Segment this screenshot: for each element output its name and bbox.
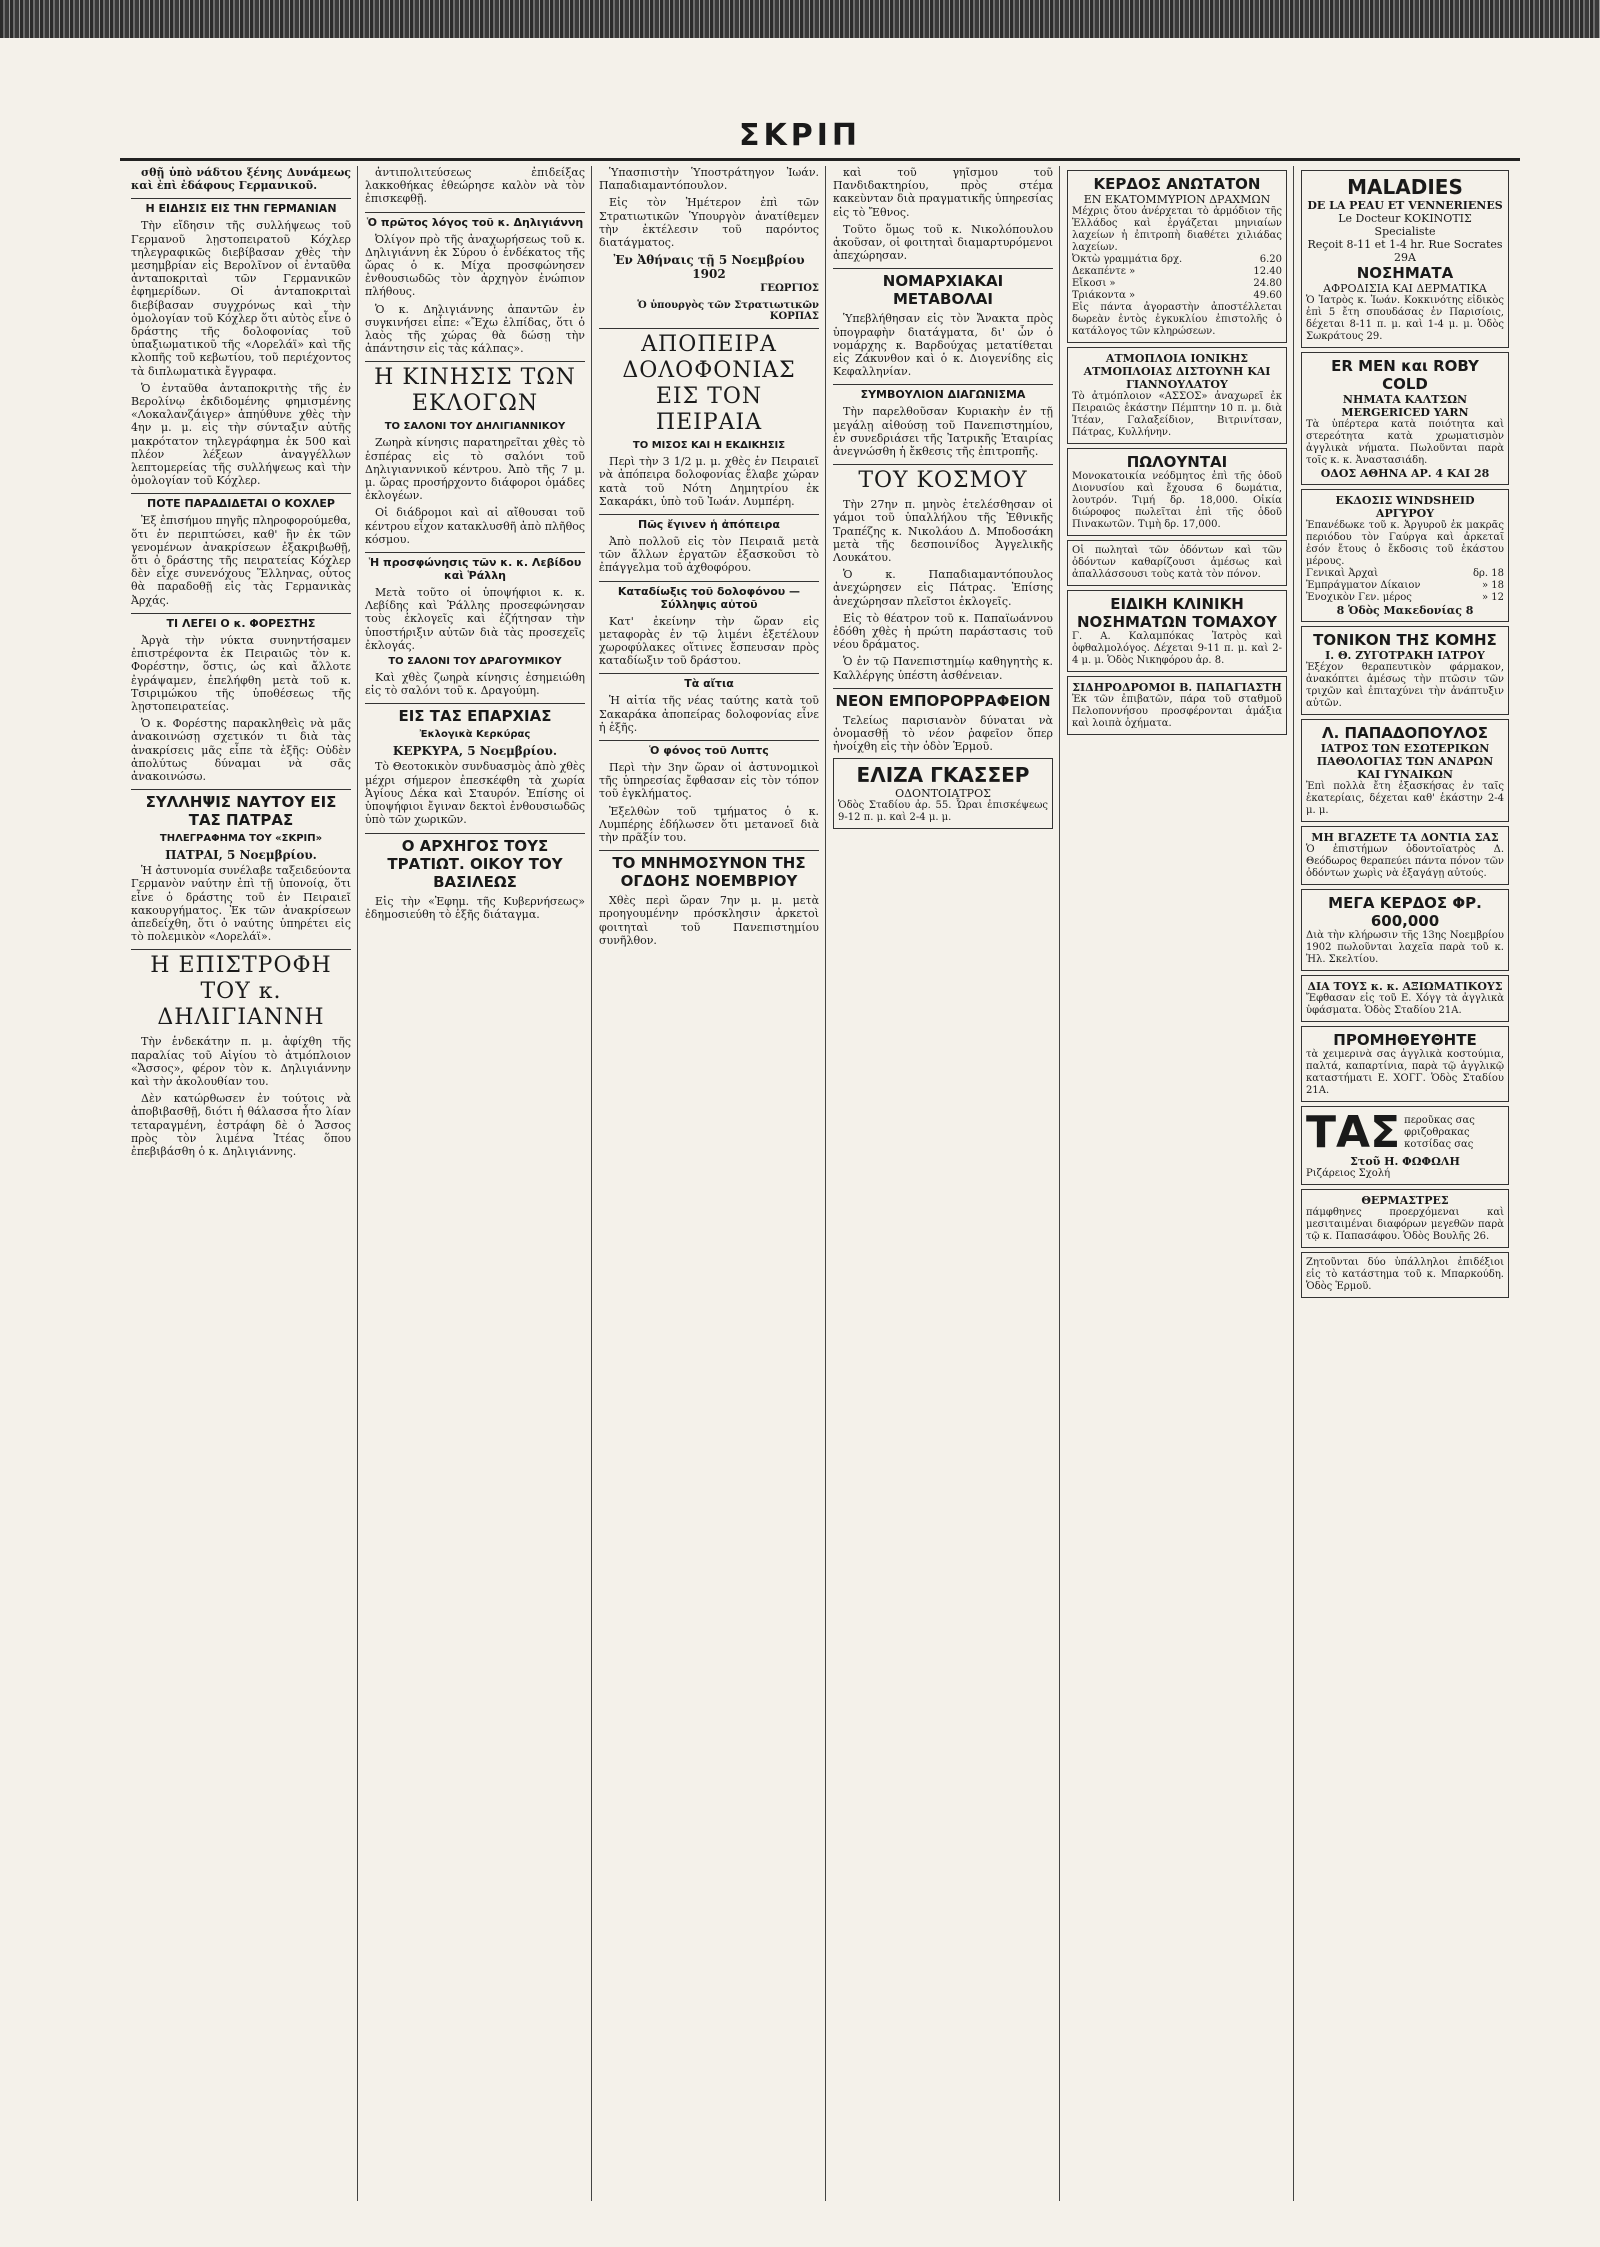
article-text: σθῇ ὑπὸ νάδτου ξένης Δυνάμεως καὶ ἐπὶ ἐδάφους Γερμανικοῦ. xyxy=(131,166,351,193)
price-label: Τριάκοντα » xyxy=(1072,290,1136,301)
article-heading: ΑΠΟΠΕΙΡΑ ΔΟΛΟΦΟΝΙΑΣ ΕΙΣ ΤΟΝ ΠΕΙΡΑΙΑ xyxy=(599,328,819,436)
article-heading: ΕΙΣ ΤΑΣ ΕΠΑΡΧΙΑΣ xyxy=(365,703,585,725)
price-value: δρ. 18 xyxy=(1473,568,1504,579)
article-heading: Η ΕΙΔΗΣΙΣ ΕΙΣ ΤΗΝ ΓΕΡΜΑΝΙΑΝ xyxy=(131,198,351,215)
article-heading: ΝΕΟΝ ΕΜΠΟΡΟΡΡΑΦΕΙΟΝ xyxy=(833,688,1053,710)
ad-text: Διὰ τὴν κλήρωσιν τῆς 13ης Νοεμβρίου 1902 πωλοῦνται λαχεῖα παρὰ τοῦ κ. Ἠλ. Σκελτίου. xyxy=(1306,930,1504,965)
price-value: 24.80 xyxy=(1253,278,1282,289)
ad-text: Ἐπὶ πολλὰ ἔτη ἐξασκήσας ἐν ταῖς ἐκατερίαις, δέχεται καθ' ἑκάστην 2-4 μ. μ. xyxy=(1306,781,1504,816)
ad-text: Ζητοῦνται δύο ὑπάλληλοι ἐπιδέξιοι εἰς τὸ κατάστημα τοῦ κ. Μπαρκούδη. Ὁδὸς Ἑρμοῦ. xyxy=(1306,1257,1504,1292)
column-4 xyxy=(827,166,1059,2201)
advertisement xyxy=(1301,719,1509,822)
article-subheading: ΤΟ ΣΑΛΟΝΙ ΤΟΥ ΔΗΛΙΓΙΑΝΝΙΚΟΥ xyxy=(384,421,566,433)
ad-title: ΜΕΓΑ ΚΕΡΔΟΣ ΦΡ. 600,000 xyxy=(1328,894,1482,930)
ad-title: ΣΙΔΗΡΟΔΡΟΜΟΙ Β. ΠΑΠΑΓΙΑΣΤΗ xyxy=(1072,681,1282,694)
ad-title: MALADIES xyxy=(1347,175,1463,199)
ad-text: Le Docteur ΚΟΚΙΝΟΤΙΣ Specialiste xyxy=(1338,212,1472,238)
price-label: Ἐνοχικὸν Γεν. μέρος xyxy=(1306,592,1412,603)
article-text: Δὲν κατώρθωσεν ἐν τούτοις νὰ ἀποβιβασθῇ, διότι ἡ θάλασσα ἦτο λίαν τεταραγμένη, ἐστράφη δὲ ὁ Ἄσσος πρὸς τὸν λιμένα Ἰτέας ὅπου ἐπεβιβάσθη ὁ κ. Δηλιγιάννης. xyxy=(131,1092,351,1158)
scan-border xyxy=(0,0,1600,38)
price-row xyxy=(1072,266,1282,278)
column-rule xyxy=(825,166,826,2201)
advertisement xyxy=(1301,170,1509,348)
article-text: Τὴν 27ην π. μηνὸς ἐτελέσθησαν οἱ γάμοι τοῦ ὑπαλλήλου τῆς Ἐθνικῆς Τραπέζης κ. Νικολάου Δ. Μποδοσάκη μετὰ τῆς δεσποινίδος Ἀγγελικῆς Λουκάτου. xyxy=(833,498,1053,565)
ad-address: 8 Ὁδὸς Μακεδονίας 8 xyxy=(1336,604,1474,617)
ad-text: Εἰς πάντα ἀγοραστὴν ἀποστέλλεται δωρεὰν ἐντὸς ἐγκυκλίου ἐπιστολῆς ὁ κατάλογος τῶν κληρώσεων. xyxy=(1072,302,1282,337)
ad-title: ΠΩΛΟΥΝΤΑΙ xyxy=(1126,453,1228,471)
article-subheading: ΤΟ ΣΑΛΟΝΙ ΤΟΥ ΔΡΑΓΟΥΜΙΚΟΥ xyxy=(388,656,562,668)
article-subheading: Ἐκλογικὰ Κερκύρας xyxy=(419,729,531,741)
article-text: Εἰς τὸν Ἡμέτερον ἐπὶ τῶν Στρατιωτικῶν Ὑπουργὸν ἀνατίθεμεν τὴν ἐκτέλεσιν τοῦ παρόντος διατάγματος. xyxy=(599,196,819,250)
column-rule xyxy=(591,166,592,2201)
ad-subtitle: ΝΗΜΑΤΑ ΚΑΛΤΣΩΝ MERGERICED YARN xyxy=(1341,393,1469,419)
article-text: Εἰς τὴν «Ἐφημ. τῆς Κυβερνήσεως» ἐδημοσιεύθη τὸ ἑξῆς διάταγμα. xyxy=(365,894,585,921)
signature: Ὁ ὑπουργὸς τῶν Στρατιωτικῶν ΚΟΡΠΑΣ xyxy=(637,300,819,323)
article-subheading: ΤΟ ΜΙΣΟΣ ΚΑΙ Η ΕΚΔΙΚΗΣΙΣ xyxy=(632,440,786,452)
article-text: Κατ' ἐκείνην τὴν ὥραν εἰς μεταφορὰς ἐν τῷ λιμένι ἐξετέλουν χωροφύλακες οἵτινες ἔσπευσαν πρὸς καταδίωξιν τοῦ δράστου. xyxy=(599,614,819,668)
masthead-rule xyxy=(120,158,1520,161)
ad-text: Τὰ ὑπέρτερα κατὰ ποιότητα καὶ στερεότητα κατὰ χρωματισμὸν ἀγγλικὰ νήματα. Πωλοῦνται παρὰ τοῖς κ. κ. Ἀναστασιάδη. xyxy=(1306,419,1504,466)
article-heading: ΝΟΜΑΡΧΙΑΚΑΙ ΜΕΤΑΒΟΛΑΙ xyxy=(833,268,1053,308)
ad-text: Ἐξέχον θεραπευτικὸν φάρμακον, ἀνακόπτει ἀμέσως τὴν πτῶσιν τῶν τριχῶν καὶ ἐπιταχύνει τὴν ἀνάπτυξιν αὐτῶν. xyxy=(1306,662,1504,709)
price-label: Ἐμπράγματον Δίκαιον xyxy=(1306,580,1421,591)
article-text: καὶ τοῦ γηῖσμου τοῦ Πανδιδακτηρίου, πρὸς στέμα κακεὺνταν διὰ πραγματικῆς ὑπηρεσίας εἰς τὸ Ἔθνος. xyxy=(833,166,1053,219)
ad-text: Τὸ ἀτμόπλοιον «ΑΣΣΟΣ» ἀναχωρεῖ ἐκ Πειραιῶς ἑκάστην Πέμπτην 10 π. μ. διὰ Ἰτέαν, Γαλαξείδιον, Βιτρινίτσαν, Πάτρας, Κυλλήνην. xyxy=(1072,391,1282,438)
advertisement xyxy=(1301,1252,1509,1298)
advertisement xyxy=(1301,1026,1509,1102)
advertisement xyxy=(1301,1189,1509,1248)
ad-title: ΤΟΝΙΚΟΝ ΤΗΣ ΚΟΜΗΣ xyxy=(1313,631,1497,649)
price-row xyxy=(1072,278,1282,290)
article-heading: Ἡ προσφώνησις τῶν κ. κ. Λεβίδου καὶ Ῥάλλη xyxy=(365,552,585,582)
article-text: ἀντιπολιτεύσεως ἐπιδείξας λακκοθήκας ἐθεώρησε καλὸν νὰ τὸν ἐπισκεφθῇ. xyxy=(365,166,585,206)
advertisement xyxy=(1067,170,1287,343)
ad-title: ΘΕΡΜΑΣΤΡΕΣ xyxy=(1361,1194,1449,1207)
ad-address: ΟΔΟΣ ΑΘΗΝΑ ΑΡ. 4 ΚΑΙ 28 xyxy=(1320,467,1490,480)
ad-text: Ἐπανέδωκε τοῦ κ. Ἀργυροῦ ἐκ μακρᾶς περιόδου τὸν Γαύργα καὶ ἀρκεταῖ ἐσόν ἔτους ὁ ἔκδοσις τοῦ ἑκάστου μέρους. xyxy=(1306,520,1504,567)
advertisement xyxy=(1301,352,1509,485)
article-text: Μετὰ τοῦτο οἱ ὑποψήφιοι κ. κ. Λεβίδης καὶ Ῥάλλης προσεφώνησαν τοὺς ἐκλογεῖς καὶ ἐζήτησαν τὴν ὑποστήριξιν αὐτῶν διὰ τὰς προσεχεῖς ἐκλογάς. xyxy=(365,586,585,652)
price-label: Γενικαὶ Ἀρχαὶ xyxy=(1306,568,1379,579)
article-text: Ὁ ἐν τῷ Πανεπιστημίῳ καθηγητὴς κ. Καλλέργης ὑπέστη ἀσθένειαν. xyxy=(833,655,1053,682)
price-row xyxy=(1306,592,1504,604)
masthead: ΣΚΡΙΠ xyxy=(739,118,861,153)
ad-title: ΑΤΜΟΠΛΟΙΑ ΙΟΝΙΚΗΣ ΑΤΜΟΠΛΟΙΑΣ ΔΙΣΤΟΥΝΗ ΚΑΙ ΓΙΑΝΝΟΥΛΑΤΟΥ xyxy=(1083,352,1271,391)
ad-title: ΜΗ ΒΓΑΖΕΤΕ ΤΑ ΔΟΝΤΙΑ ΣΑΣ xyxy=(1311,831,1499,844)
article-subheading: ΤΗΛΕΓΡΑΦΗΜΑ ΤΟΥ «ΣΚΡΙΠ» xyxy=(159,833,323,845)
advertisement xyxy=(1301,826,1509,885)
ad-title: ΕΚΔΟΣΙΣ WINDSHEID ΑΡΓΥΡΟΥ xyxy=(1335,494,1475,520)
article-text: Εἰς τὸ θέατρον τοῦ κ. Παπαϊωάννου ἐδόθη χθὲς ἡ πρώτη παράστασις τοῦ νέου δράματος. xyxy=(833,611,1053,652)
newspaper-page xyxy=(125,166,1515,2201)
column-6 xyxy=(1295,166,1515,2201)
advertisement xyxy=(1067,590,1287,672)
advertisement xyxy=(1067,540,1287,586)
ad-text: Μέχρις ὅτου ἀνέρχεται τὸ ἀρμόδιον τῆς Ἑλλάδος καὶ ἐργάζεται μηνιαίων λαχείων ἡ ἐπιτροπὴ διαθέτει χιλιάδας λαχείων. xyxy=(1072,206,1282,253)
ad-text: Γ. Α. Καλαμπόκας Ἰατρὸς καὶ ὀφθαλμολόγος. Δέχεται 9-11 π. μ. καὶ 2-4 μ. μ. Ὁδὸς Νικηφόρου ἀρ. 8. xyxy=(1072,631,1282,666)
article-text: Τελείως παρισιανὸν δύναται νὰ ὀνομασθῇ τὸ νέον ῥαφεῖον ὅπερ ἠνοίχθη εἰς τὴν ὁδὸν Ἑρμοῦ. xyxy=(833,713,1053,754)
ad-subtitle: ΑΦΡΟΔΙΣΙΑ ΚΑΙ ΔΕΡΜΑΤΙΚΑ xyxy=(1323,282,1487,295)
dateline: Ἐν Ἀθήναις τῇ 5 Νοεμβρίου 1902 xyxy=(613,253,805,282)
article-text: Ἀργὰ τὴν νύκτα συνηντήσαμεν ἐπιστρέφοντα ἐκ Πειραιῶς τὸν κ. Φορέστην, ὅστις, ὡς καὶ ἄλλοτε ἐγράψαμεν, ἐπελήφθη μετὰ τοῦ κ. Τσιριμώκου τῆς ὑποθέσεως τῆς λῃστοπειρατείας. xyxy=(131,633,351,713)
article-text: Τὴν εἴδησιν τῆς συλλήψεως τοῦ Γερμανοῦ λῃστοπειρατοῦ Κόχλερ τηλεγραφικῶς διεβίβασαν χθὲς τὴν μεσημβρίαν εἰς Βερολῖνον οἱ ἐνταῦθα ἀνταποκριταὶ τῶν Γερμανικῶν ἐφημερίδων. Οἱ ἀνταποκριταὶ διεβίβασαν συγχρόνως καὶ τὴν ὁμολογίαν τοῦ Κόχλερ ὅτι αὐτὸς εἶνε ὁ δράστης τῆς δολοφονίας τοῦ ὑπαξιωματικοῦ τῆς «Λορελάϊ» καὶ τῆς κλοπῆς τοῦ κεβωτίου, τοῦ περιέχοντος τὰ διπλωματικὰ ἔγγραφα. xyxy=(131,219,351,378)
price-value: 12.40 xyxy=(1253,266,1282,277)
ad-text: Ὁ ἐπιστήμων ὀδοντοϊατρὸς Δ. Θεόδωρος θεραπεύει πάντα πόνον τῶν ὀδόντων χωρὶς νὰ ἐξαγάγῃ αὐτούς. xyxy=(1306,844,1504,879)
article-heading: ΤΟΥ ΚΟΣΜΟΥ xyxy=(833,464,1053,494)
price-row xyxy=(1072,290,1282,302)
dateline: ΠΑΤΡΑΙ, 5 Νοεμβρίου. xyxy=(165,848,317,863)
article-heading: Η ΕΠΙΣΤΡΟΦΗ ΤΟΥ κ. ΔΗΛΙΓΙΑΝΝΗ xyxy=(131,949,351,1031)
advertisement xyxy=(1301,1106,1509,1185)
ad-text: Ἐκ τῶν ἐπιβατῶν, πάρα τοῦ σταθμοῦ Πελοποννήσου προσφέρονται ἁμάξια καὶ λοιπὰ ὀχήματα. xyxy=(1072,694,1282,729)
article-heading: ΤΙ ΛΕΓΕΙ Ο κ. ΦΟΡΕΣΤΗΣ xyxy=(131,613,351,630)
article-text: Ὁ κ. Φορέστης παρακληθεὶς νὰ μᾶς ἀνακοινώσῃ σχετικόν τι διὰ τὰς ἀνακρίσεις μᾶς εἶπε τὰ ἑξῆς: Οὐδὲν ἀπολύτως δύναμαι νὰ σᾶς ἀνακοινώσω. xyxy=(131,717,351,783)
article-text: Ὁ κ. Δηλιγιάννης ἀπαντῶν ἐν συγκινήσει εἶπε: «Ἔχω ἐλπίδας, ὅτι ὁ λαὸς τῆς χώρας θὰ δώσῃ τὴν ἀπάντησιν εἰς τὰς κάλπας». xyxy=(365,302,585,356)
ad-title: ΔΙΑ ΤΟΥΣ κ. κ. ΑΞΙΩΜΑΤΙΚΟΥΣ xyxy=(1307,980,1503,993)
ad-side-item: περοῦκας σας xyxy=(1404,1115,1475,1126)
article-text: Τὸ Θεοτοκικὸν συνδυασμὸς ἀπὸ χθὲς μέχρι σήμερον ἐπεσκέφθη τὰ χωρία Ἁγίους Δέκα καὶ Σταυρόν. Ἐπίσης οἱ ὑποψήφιοι ἔγιναν δεκτοὶ ἐνθουσιωδῶς ὑπὸ τῶν χωρικῶν. xyxy=(365,760,585,827)
price-value: 6.20 xyxy=(1259,254,1282,265)
ad-address: Reçoit 8-11 et 1-4 hr. Rue Socrates 29A xyxy=(1307,238,1503,264)
ad-subtitle: ΟΔΟΝΤΟΙΑΤΡΟΣ xyxy=(895,786,991,800)
ad-tas-block xyxy=(1306,1107,1504,1158)
article-text: Τὴν ἑνδεκάτην π. μ. ἀφίχθη τῆς παραλίας τοῦ Αἰγίου τὸ ἀτμόπλοιον «Ἄσσος», φέρον τὸν κ. Δηλιγιάννην καὶ τὴν ἀκολουθίαν του. xyxy=(131,1035,351,1088)
ad-side-item: φριζοθρακας xyxy=(1404,1127,1470,1138)
ad-title: ΕΙΔΙΚΗ ΚΛΙΝΙΚΗ ΝΟΣΗΜΑΤΩΝ ΤΟΜΑΧΟΥ xyxy=(1076,595,1278,631)
price-value: » 12 xyxy=(1481,592,1504,603)
article-heading: ΣΥΛΛΗΨΙΣ ΝΑΥΤΟΥ ΕΙΣ ΤΑΣ ΠΑΤΡΑΣ xyxy=(131,789,351,829)
article-heading: Καταδίωξις τοῦ δολοφόνου — Σύλληψις αὐτοῦ xyxy=(599,581,819,611)
ad-title: ER MEN και ROBY COLD xyxy=(1331,357,1479,393)
article-text: Τοῦτο ὅμως τοῦ κ. Νικολόπουλου ἀκοῦσαν, οἱ φοιτηταὶ διαμαρτυρόμενοι ἀπεχώρησαν. xyxy=(833,222,1053,263)
ad-subtitle: Στοῦ Η. ΦΩΦΩΛΗ xyxy=(1350,1155,1460,1168)
ad-title: Λ. ΠΑΠΑΔΟΠΟΥΛΟΣ xyxy=(1322,724,1488,742)
price-label: Εἴκοσι » xyxy=(1072,278,1116,289)
column-5 xyxy=(1061,166,1293,2201)
article-heading: Ὁ φόνος τοῦ Λυπτς xyxy=(599,740,819,757)
price-row xyxy=(1072,254,1282,266)
article-text: Ἀπὸ πολλοῦ εἰς τὸν Πειραιᾶ μετὰ τῶν ἄλλων ἐργατῶν ἐξασκοῦσι τὸ ἐπάγγελμα τοῦ ἀχθοφόρου. xyxy=(599,535,819,575)
advertisement xyxy=(1301,889,1509,971)
ad-text: Ὁ Ἰατρὸς κ. Ἰωάν. Κοκκινότης εἰδικὸς ἐπὶ 5 ἔτη σπουδάσας ἐν Παρισίοις, δέχεται 8-11 π. μ. καὶ 1-4 μ. μ. Ὁδὸς Σωκράτους 29. xyxy=(1306,295,1504,342)
article-heading: Τὰ αἴτια xyxy=(599,673,819,690)
price-label: Ὀκτὼ γραμμάτια δρχ. xyxy=(1072,254,1183,265)
ad-title: ΤΑΣ xyxy=(1306,1107,1401,1158)
column-rule xyxy=(1059,166,1060,2201)
article-text: Ὑπασπιστὴν Ὑποστράτηγον Ἰωάν. Παπαδιαμαντόπουλον. xyxy=(599,166,819,193)
advertisement xyxy=(1067,347,1287,444)
article-text: Ὀλίγον πρὸ τῆς ἀναχωρήσεως τοῦ κ. Δηλιγιάννη ἐκ Σύρου ὁ ἑνδέκατος τῆς ὥρας ὁ κ. Μίχα προσφώνησεν ἐνθουσιωδῶς τὸν ἀρχηγὸν ἐνώπιον πλήθους. xyxy=(365,232,585,299)
article-heading: ΠΟΤΕ ΠΑΡΑΔΙΔΕΤΑΙ Ο ΚΟΧΛΕΡ xyxy=(131,493,351,510)
article-heading: Πῶς ἔγινεν ἡ ἀπόπειρα xyxy=(599,514,819,531)
advertisement xyxy=(1067,448,1287,536)
column-rule xyxy=(1293,166,1294,2201)
article-text: Ἐξ ἐπισήμου πηγῆς πληροφορούμεθα, ὅτι ἐν περιπτώσει, καθ' ἣν ἐκ τῶν γενομένων ἀνακρίσεων ἐξακριβωθῇ, ὅτι ὁ δράστης τῆς πειρατείας Κόχλερ δὲν εἶχε συνενόχους Ἕλληνας, οὗτος θὰ παραδοθῇ εἰς τὰς Γερμανικὰς Ἀρχάς. xyxy=(131,514,351,607)
ad-subtitle: ΙΑΤΡΟΣ ΤΩΝ ΕΣΩΤΕΡΙΚΩΝ ΠΑΘΟΛΟΓΙΑΣ ΤΩΝ ΑΝΔΡΩΝ ΚΑΙ ΓΥΝΑΙΚΩΝ xyxy=(1316,742,1494,781)
column-3 xyxy=(593,166,825,2201)
column-1 xyxy=(125,166,357,2201)
price-label: Δεκαπέντε » xyxy=(1072,266,1136,277)
ad-address: Ριζάρειος Σχολή xyxy=(1306,1168,1391,1179)
article-heading: ΤΟ ΜΝΗΜΟΣΥΝΟΝ ΤΗΣ ΟΓΔΟΗΣ ΝΟΕΜΒΡΙΟΥ xyxy=(599,850,819,890)
advertisement xyxy=(1067,676,1287,735)
article-text: Οἱ διάδρομοι καὶ αἱ αἴθουσαι τοῦ κέντρου εἶχον κατακλυσθῆ ἀπὸ πλῆθος κόσμου. xyxy=(365,506,585,546)
ad-title: ΠΡΟΜΗΘΕΥΘΗΤΕ xyxy=(1333,1031,1477,1049)
article-text: Ἡ αἰτία τῆς νέας ταύτης κατὰ τοῦ Σακαράκα ἀποπείρας δολοφονίας εἶνε ἡ ἑξῆς. xyxy=(599,694,819,734)
article-text: Ὑπεβλήθησαν εἰς τὸν Ἄνακτα πρὸς ὑπογραφὴν διατάγματα, δι' ὧν ὁ νομάρχης κ. Βαρδούχας μετατίθεται εἰς Ζάκυνθον καὶ ὁ κ. Διογενίδης εἰς Κεφαλληνίαν. xyxy=(833,312,1053,379)
dateline: ΚΕΡΚΥΡΑ, 5 Νοεμβρίου. xyxy=(392,744,558,759)
article-text: Περὶ τὴν 3 1/2 μ. μ. χθὲς ἐν Πειραιεῖ νὰ ἀπόπειρα δολοφονίας ἔλαβε χώραν κατὰ τοῦ Νότη Δημητρίου ἐκ Σακαράκι, ὑπὸ τοῦ Ἰωάν. Λυμπέρη. xyxy=(599,455,819,508)
ad-title: ΚΕΡΔΟΣ ΑΝΩΤΑΤΟΝ xyxy=(1093,175,1261,193)
article-heading: Ο ΑΡΧΗΓΟΣ ΤΟΥΣ ΤΡΑΤΙΩΤ. ΟΙΚΟΥ ΤΟΥ ΒΑΣΙΛΕΩΣ xyxy=(365,833,585,891)
article-heading: ΣΥΜΒΟΥΛΙΟΝ ΔΙΑΓΩΝΙΣΜΑ xyxy=(833,384,1053,401)
ad-side-item: κοτσίδας σας xyxy=(1404,1139,1474,1150)
article-text: Ζωηρὰ κίνησις παρατηρεῖται χθὲς τὸ ἑσπέρας εἰς τὸ σαλόνι τοῦ Δηλιγιαννικοῦ κέντρου. Ἀπὸ τῆς 7 μ. μ. ὥρας προσήρχοντο διάφοροι ὁμάδες ἐκλογέων. xyxy=(365,436,585,503)
column-rule xyxy=(357,166,358,2201)
ad-subtitle: DE LA PEAU ET VENNERIENES xyxy=(1307,199,1503,212)
price-row xyxy=(1306,580,1504,592)
advertisement xyxy=(1301,975,1509,1022)
article-heading: Ὁ πρῶτος λόγος τοῦ κ. Δηλιγιάννη xyxy=(365,212,585,229)
article-text: Χθὲς περὶ ὥραν 7ην μ. μ. μετὰ προηγουμένην πρόσκλησιν ἀρκετοὶ φοιτηταὶ τοῦ Πανεπιστημίου συνῆλθον. xyxy=(599,894,819,947)
ad-text: Ὁδὸς Σταδίου ἀρ. 55. Ὧραι ἐπισκέψεως 9-12 π. μ. καὶ 2-4 μ. μ. xyxy=(838,799,1048,823)
article-text: Ἐξελθὼν τοῦ τμήματος ὁ κ. Λυμπέρης ἐδήλωσεν ὅτι μετανοεῖ διὰ τὴν πρᾶξίν του. xyxy=(599,804,819,845)
ad-title: ΝΟΣΗΜΑΤΑ xyxy=(1356,264,1454,282)
article-text: Ὁ κ. Παπαδιαμαντόπουλος ἀνεχώρησεν εἰς Πάτρας. Ἐπίσης ἀνεχώρησαν πλεῖστοι ἐκλογεῖς. xyxy=(833,568,1053,608)
ad-text: πάμφθηνες προερχόμεναι καὶ μεσιταιμέναι διαφόρων μεγεθῶν παρὰ τῷ κ. Παπασάφου. Ὁδὸς Βουλῆς 26. xyxy=(1306,1207,1504,1242)
advertisement xyxy=(833,758,1053,829)
ad-text: τὰ χειμερινὰ σας ἀγγλικὰ κοστούμια, παλτά, καπαρτίνια, παρὰ τῷ ἀγγλικῷ καταστήματι Ε. ΧΟΓΓ. Ὁδὸς Σταδίου 21Α. xyxy=(1306,1049,1504,1096)
ad-subtitle: ΕΝ ΕΚΑΤΟΜΜΥΡΙΟΝ ΔΡΑΧΜΩΝ xyxy=(1083,193,1271,206)
advertisement xyxy=(1301,489,1509,622)
price-value: 49.60 xyxy=(1253,290,1282,301)
price-value: » 18 xyxy=(1481,580,1504,591)
article-text: Ὁ ἐνταῦθα ἀνταποκριτὴς τῆς ἐν Βερολίνῳ ἐκδιδομένης φημισμένης «Λοκαλανζάιγερ» ἀπηύθυνε χθὲς τὴν 4ην μ. μ. εἰς τὴν σύνταξιν αὐτῆς μακρότατον τηλεγράφημα ἐκ 500 καὶ πλέον λέξεων ἀναγγέλλων λεπτομερείας τῆς συλλήψεως καὶ τὴν ὁμολογίαν τοῦ Κόχλερ. xyxy=(131,381,351,488)
article-text: Ἡ ἀστυνομία συνέλαβε ταξειδεύοντα Γερμανὸν ναύτην ἐπὶ τῇ ὑπονοίᾳ, ὅτι εἶνε ὁ δράστης τοῦ ἐν Πειραιεῖ κακουργήματος. Ἐκ τῶν ἀνακρίσεων ἀπεδείχθη, ὅτι ὁ ναύτης ὑπηρέτει εἰς τὸ πολεμικὸν «Λορελάϊ». xyxy=(131,864,351,944)
ad-side-list xyxy=(1404,1115,1475,1151)
column-2 xyxy=(359,166,591,2201)
ad-title: ΕΛΙΖΑ ΓΚΑΣΣΕΡ xyxy=(856,762,1030,787)
signature: ΓΕΩΡΓΙΟΣ xyxy=(760,283,819,295)
ad-text: Μονοκατοικία νεόδμητος ἐπὶ τῆς ὁδοῦ Διονυσίου καὶ ἔχουσα 6 δωμάτια, λουτρόν. Τιμή δρ. 18,000. Οἰκία διώροφος πωλεῖται ἐπὶ τῆς ὁδοῦ Πινακωτῶν. Τιμὴ δρ. 17,000. xyxy=(1072,471,1282,530)
advertisement xyxy=(1301,626,1509,715)
ad-text: Οἱ πωληταὶ τῶν ὀδόντων καὶ τῶν ὀδόντων καθαρίζουσι ἀμέσως καὶ ἀπαλλάσσουσι τοὺς κατὰ τὸν πόνον. xyxy=(1072,545,1282,580)
price-row xyxy=(1306,568,1504,580)
ad-text: Ἔφθασαν εἰς τοῦ Ε. Χόγγ τὰ ἀγγλικὰ ὑφάσματα. Ὁδὸς Σταδίου 21Α. xyxy=(1306,993,1504,1016)
article-heading: Η ΚΙΝΗΣΙΣ ΤΩΝ ΕΚΛΟΓΩΝ xyxy=(365,361,585,417)
ad-subtitle: Ι. Θ. ΖΥΓΟΤΡΑΚΗ ΙΑΤΡΟΥ xyxy=(1325,649,1485,662)
article-text: Τὴν παρελθοῦσαν Κυριακὴν ἐν τῇ μεγάλῃ αἰθούσῃ τοῦ Πανεπιστημίου, ἐν συνεδριάσει τῆς Ἰατρικῆς Ἑταιρίας ἀνεγνώσθη ἡ ἔκθεσις τῆς ἐπιτροπῆς. xyxy=(833,405,1053,459)
article-text: Περὶ τὴν 3ην ὥραν οἱ ἀστυνομικοὶ τῆς ὑπηρεσίας ἔφθασαν εἰς τὸν τόπον τοῦ ἐγκλήματος. xyxy=(599,761,819,801)
article-text: Καὶ χθὲς ζωηρὰ κίνησις ἐσημειώθη εἰς τὸ σαλόνι τοῦ κ. Δραγούμη. xyxy=(365,671,585,698)
